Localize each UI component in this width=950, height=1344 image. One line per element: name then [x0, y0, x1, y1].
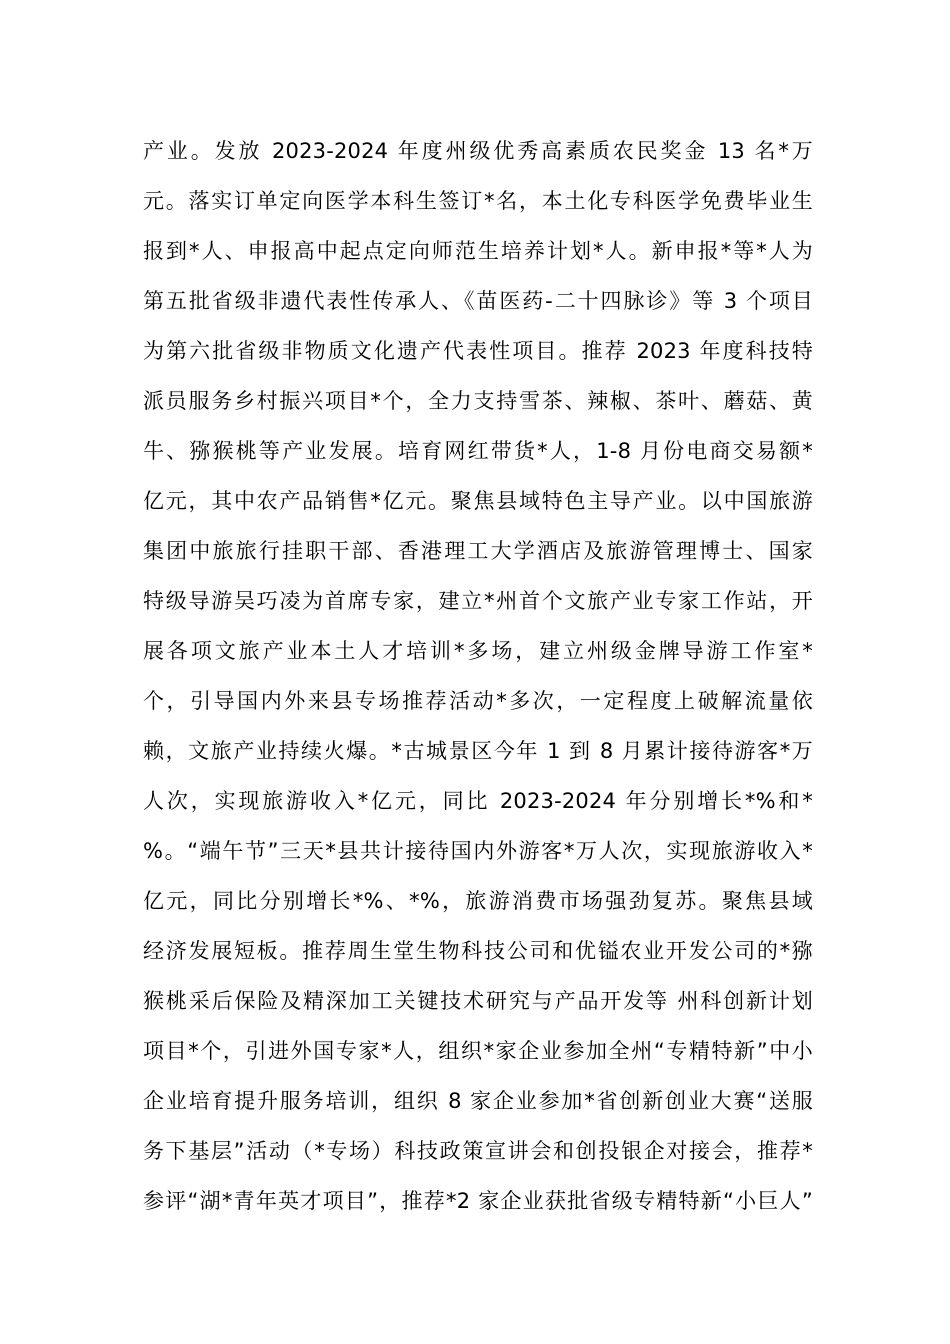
text-line-10: 特级导游吴巧凌为首席专家，建立*州首个文旅产业专家工作站，开 [143, 589, 813, 613]
text-line-5: 为第六批省级非物质文化遗产代表性项目。推荐 2023 年度科技特 [143, 339, 813, 363]
text-line-19: 项目*个，引进外国专家*人，组织*家企业参加全州“专精特新”中小 [143, 1039, 814, 1063]
text-line-17: 经济发展短板。推荐周生堂生物科技公司和优镒农业开发公司的*猕 [143, 939, 813, 963]
text-line-20: 企业培育提升服务培训，组织 8 家企业参加*省创新创业大赛“送服 [143, 1089, 813, 1113]
text-line-12: 个，引导国内外来县专场推荐活动*多次，一定程度上破解流量依 [143, 689, 813, 713]
text-line-6: 派员服务乡村振兴项目*个，全力支持雪茶、辣椒、茶叶、蘑菇、黄 [143, 389, 813, 413]
text-line-9: 集团中旅旅行挂职干部、香港理工大学酒店及旅游管理博士、国家 [143, 539, 813, 563]
text-line-4: 第五批省级非遗代表性传承人、《苗医药-二十四脉诊》等 3 个项目 [143, 289, 813, 313]
text-line-11: 展各项文旅产业本土人才培训*多场，建立州级金牌导游工作室* [143, 639, 813, 663]
text-line-14: 人次，实现旅游收入*亿元，同比 2023-2024 年分别增长*%和* [143, 789, 813, 813]
text-line-3: 报到*人、申报高中起点定向师范生培养计划*人。新申报*等*人为 [143, 239, 813, 263]
text-line-7: 牛、猕猴桃等产业发展。培育网红带货*人，1-8 月份电商交易额* [143, 439, 813, 463]
text-line-21: 务下基层”活动（*专场）科技政策宣讲会和创投银企对接会，推荐* [143, 1139, 813, 1163]
body-text [143, 126, 813, 1226]
text-line-22: 参评“湖*青年英才项目”，推荐*2 家企业获批省级专精特新“小巨人” [143, 1189, 813, 1213]
text-line-16: 亿元，同比分别增长*%、*%，旅游消费市场强劲复苏。聚焦县域 [143, 889, 813, 913]
text-line-15: %。“端午节”三天*县共计接待国内外游客*万人次，实现旅游收入* [143, 839, 813, 863]
text-line-1: 产业。发放 2023-2024 年度州级优秀高素质农民奖金 13 名*万 [143, 139, 813, 163]
text-line-18: 猴桃采后保险及精深加工关键技术研究与产品开发等 州科创新计划 [143, 989, 813, 1013]
text-line-13: 赖，文旅产业持续火爆。*古城景区今年 1 到 8 月累计接待游客*万 [143, 739, 813, 763]
text-line-8: 亿元，其中农产品销售*亿元。聚焦县域特色主导产业。以中国旅游 [143, 489, 813, 513]
text-line-2: 元。落实订单定向医学本科生签订*名，本土化专科医学免费毕业生 [143, 189, 813, 213]
